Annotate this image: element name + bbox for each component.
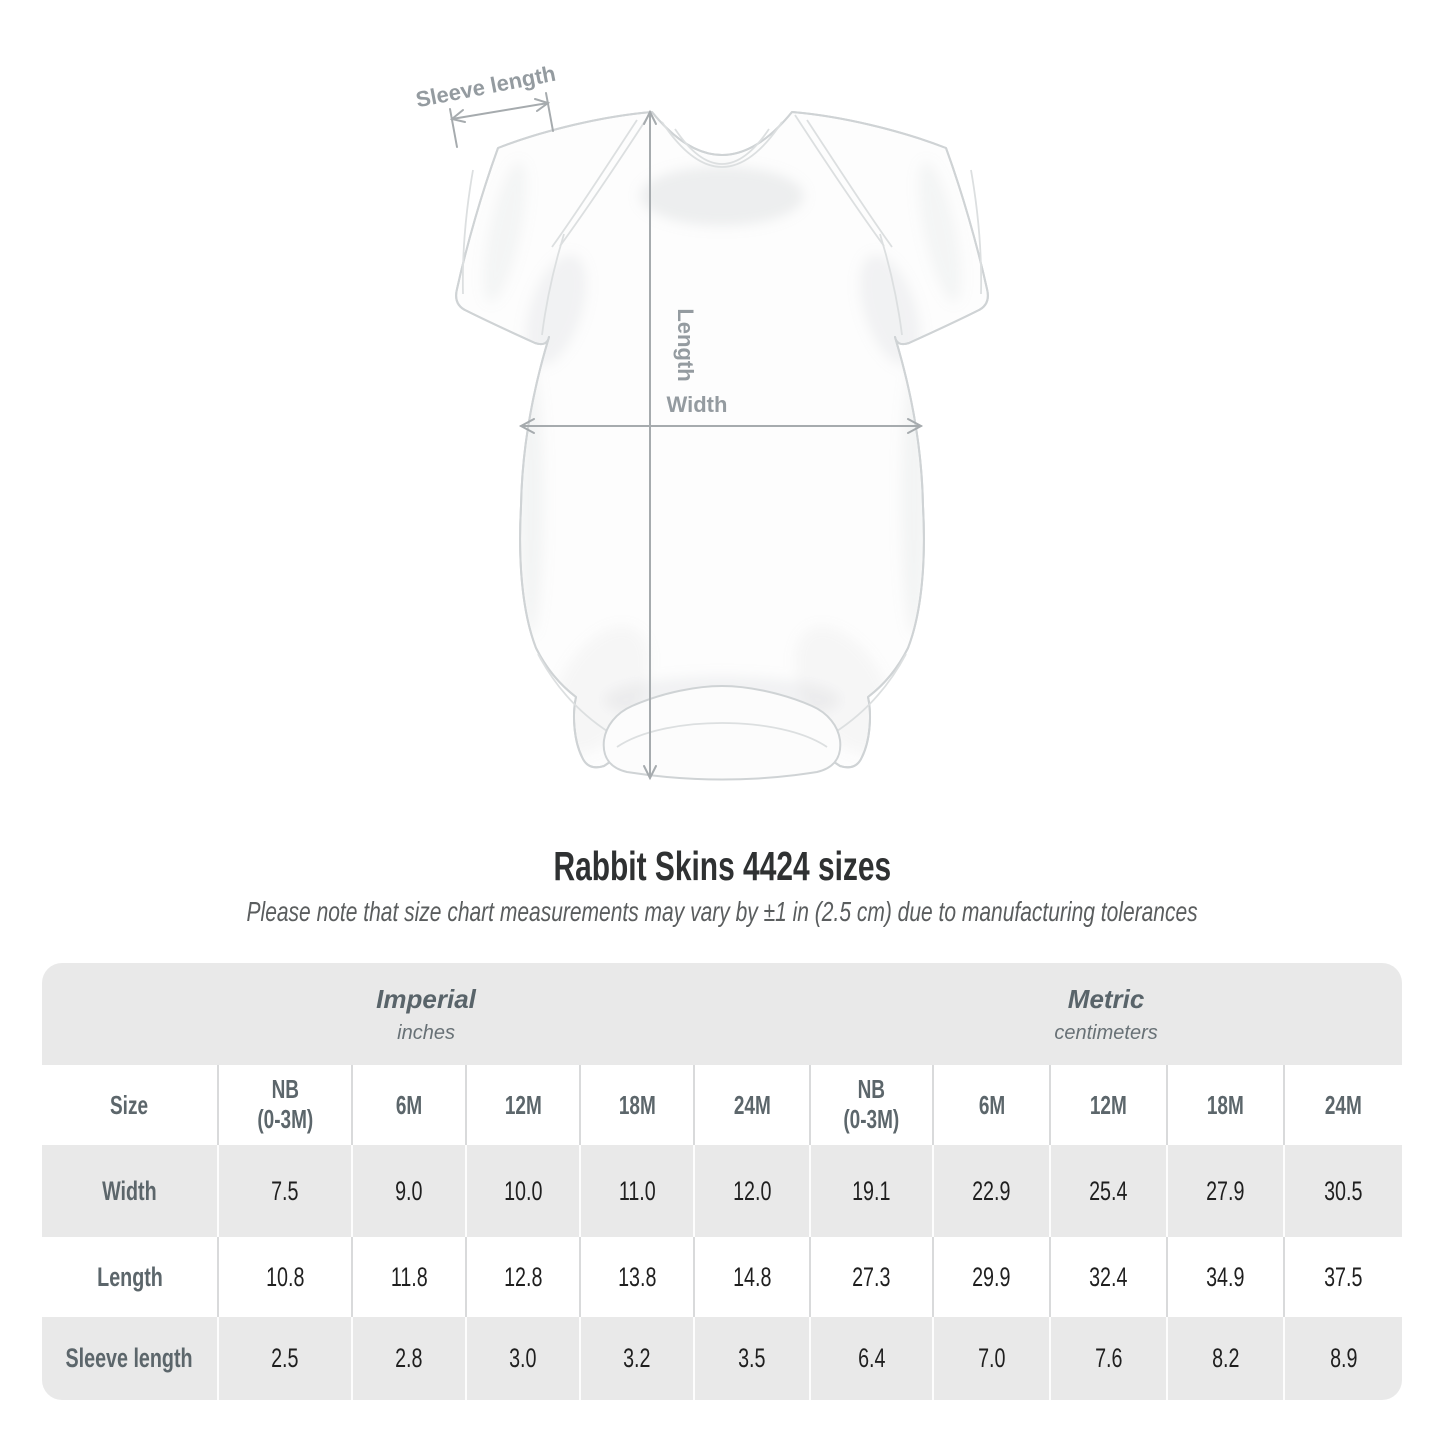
table-row	[42, 1145, 1402, 1237]
value-cell: 8.2	[1167, 1317, 1284, 1400]
page-title: Rabbit Skins 4424 sizes	[553, 843, 892, 889]
value-cell: 7.6	[1050, 1317, 1167, 1400]
value-cell: 27.3	[810, 1237, 933, 1317]
value-cell: 12.0	[694, 1145, 810, 1237]
value-cell: 12.8	[466, 1237, 580, 1317]
row-label: Length	[42, 1237, 218, 1317]
value-cell: 8.9	[1284, 1317, 1402, 1400]
value-cell: 32.4	[1050, 1237, 1167, 1317]
value-cell: 27.9	[1167, 1145, 1284, 1237]
sleeve-length-label: Sleeve length	[413, 60, 558, 113]
column-header: 18M	[1167, 1065, 1284, 1145]
value-cell: 34.9	[1167, 1237, 1284, 1317]
imperial-section-header	[42, 963, 810, 1065]
column-header: NB (0-3M)	[810, 1065, 933, 1145]
value-cell: 30.5	[1284, 1145, 1402, 1237]
value-cell: 19.1	[810, 1145, 933, 1237]
imperial-label: Imperial	[376, 983, 476, 1014]
value-cell: 3.0	[466, 1317, 580, 1400]
value-cell: 22.9	[933, 1145, 1050, 1237]
value-cell: 6.4	[810, 1317, 933, 1400]
metric-section-header	[810, 963, 1402, 1065]
width-label: Width	[666, 392, 728, 417]
value-cell: 7.0	[933, 1317, 1050, 1400]
value-cell: 11.8	[352, 1237, 466, 1317]
value-cell: 10.0	[466, 1145, 580, 1237]
table-row	[42, 1317, 1402, 1400]
row-label: Width	[42, 1145, 218, 1237]
table-body	[42, 1145, 1402, 1400]
value-cell: 2.5	[218, 1317, 352, 1400]
column-header: 6M	[933, 1065, 1050, 1145]
value-cell: 14.8	[694, 1237, 810, 1317]
column-header: 12M	[1050, 1065, 1167, 1145]
length-label: Length	[673, 308, 698, 382]
imperial-unit: inches	[397, 1021, 455, 1044]
column-header-row	[42, 1065, 1402, 1145]
value-cell: 7.5	[218, 1145, 352, 1237]
value-cell: 11.0	[580, 1145, 694, 1237]
value-cell: 13.8	[580, 1237, 694, 1317]
value-cell: 37.5	[1284, 1237, 1402, 1317]
size-corner-header: Size	[42, 1065, 218, 1145]
row-label: Sleeve length	[42, 1317, 218, 1400]
column-header: 24M	[694, 1065, 810, 1145]
column-header: 24M	[1284, 1065, 1402, 1145]
page-subtitle: Please note that size chart measurements may vary by ±1 in (2.5 cm) due to manufacturing tolerances	[246, 896, 1199, 927]
metric-unit: centimeters	[1054, 1021, 1158, 1044]
size-table	[42, 963, 1402, 1400]
value-cell: 29.9	[933, 1237, 1050, 1317]
column-header: 18M	[580, 1065, 694, 1145]
caption	[0, 843, 1445, 928]
table-row	[42, 1237, 1402, 1317]
value-cell: 3.2	[580, 1317, 694, 1400]
value-cell: 25.4	[1050, 1145, 1167, 1237]
column-header: 6M	[352, 1065, 466, 1145]
unit-band-row	[42, 963, 1402, 1065]
value-cell: 3.5	[694, 1317, 810, 1400]
value-cell: 9.0	[352, 1145, 466, 1237]
bodysuit-illustration	[456, 112, 988, 780]
value-cell: 2.8	[352, 1317, 466, 1400]
value-cell: 10.8	[218, 1237, 352, 1317]
column-header: 12M	[466, 1065, 580, 1145]
metric-label: Metric	[1067, 983, 1145, 1014]
column-header: NB (0-3M)	[218, 1065, 352, 1145]
